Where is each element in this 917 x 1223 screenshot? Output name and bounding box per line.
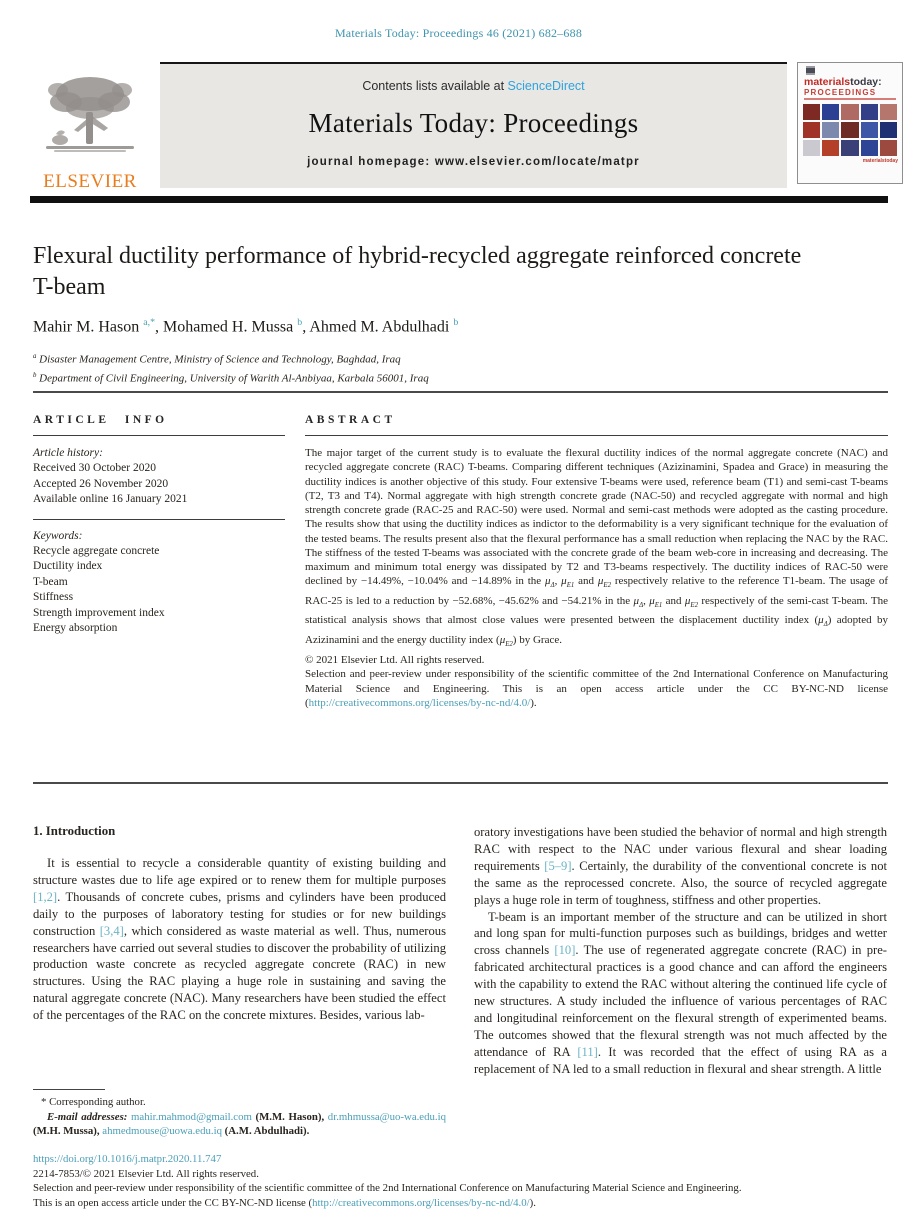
text-segment: ) adopted by Azizinamini and the energy ductility index ( <box>305 614 889 646</box>
text-segment: , Mohamed H. Mussa <box>155 318 298 336</box>
text-segment: Δ <box>639 601 644 609</box>
text-segment: μ <box>649 594 655 607</box>
cover-tile <box>880 122 897 138</box>
text-segment: . Thousands of concrete cubes, prisms and cylinders have been produced daily to the purposes of laboratory testing for studies or for new buildings construction <box>33 889 446 938</box>
text-segment: , <box>554 575 562 588</box>
article-title: Flexural ductility performance of hybrid-recycled aggregate reinforced concrete T-beam <box>33 243 802 300</box>
abstract-section <box>305 414 888 710</box>
cover-tile <box>803 122 820 138</box>
article-info-rule <box>33 435 285 436</box>
text-segment: ) by Grace. <box>512 633 562 646</box>
footer-selection-line: Selection and peer-review under responsibility of the scientific committee of the 2nd International Conference on Manufacturing Material Science and Engineering. <box>33 1182 742 1195</box>
affiliations <box>33 349 853 386</box>
cover-tile <box>880 140 897 156</box>
citation-3-4[interactable]: [3,4] <box>99 923 124 938</box>
text-segment: Contents lists available at <box>362 79 508 93</box>
journal-citation: Materials Today: Proceedings 46 (2021) 682–688 <box>334 26 583 40</box>
text-segment: E-mail addresses: <box>47 1111 131 1123</box>
journal-title: Materials Today: Proceedings <box>308 108 639 138</box>
keyword-item: Stiffness <box>33 591 74 604</box>
intro-paragraph-right-1 <box>474 824 887 909</box>
article-info-heading: ARTICLE INFO <box>33 414 168 426</box>
text-segment: ). <box>530 696 537 709</box>
cover-footer-text: materialstoday <box>862 158 898 164</box>
section-heading-introduction: 1. Introduction <box>33 824 116 838</box>
history-item: Received 30 October 2020 <box>33 462 156 475</box>
contents-line <box>160 79 787 93</box>
cover-tile <box>803 104 820 120</box>
journal-masthead <box>160 62 787 188</box>
cover-tile <box>841 122 858 138</box>
journal-homepage-line <box>160 156 787 168</box>
corresponding-author-note: * Corresponding author. <box>41 1096 146 1108</box>
cover-tile <box>841 104 858 120</box>
cover-tile <box>861 122 878 138</box>
history-item: Available online 16 January 2021 <box>33 493 188 506</box>
keyword-item: Recycle aggregate concrete <box>33 545 160 558</box>
cover-proceedings-label: PROCEEDINGS <box>804 88 877 97</box>
text-segment: respectively relative to the reference T1-beam. The usage of RAC-25 is led to a reduction by −52.68%, −45.62% and −54.21% in the <box>305 575 889 607</box>
citation-10[interactable]: [10] <box>554 943 576 958</box>
affiliation-a <box>33 349 853 368</box>
text-segment: , which considered as waste material as well. Thus, numerous researchers have carried out several studies to discover the probability of utilizing production waste concrete as recycled aggregate concrete (RAC) in new structures. Using the RAC playing a huge role in sustaining and saving the natural aggregate concrete (NAC). Many researchers have been studied the effect of the percentages of the RAC on the concrete mixtures. Besides, various lab- <box>33 923 446 1023</box>
body-column-left <box>33 824 446 1024</box>
abstract-copyright: © 2021 Elsevier Ltd. All rights reserved. <box>305 654 485 666</box>
text-segment: Δ <box>823 621 828 629</box>
text-segment: and <box>574 575 598 588</box>
text-segment: μ <box>684 594 691 607</box>
text-segment: The major target of the current study is to evaluate the flexural ductility indices of the normal aggregate concrete (NAC) and recycled aggregate concrete (RAC) T-beams. Comparing different techniques (Azizinamini, Spadea and Grace) in measuring the ductility indices is another objective of this study. Four extensive T-beams were used, reference beam (T1) and semi-cast T-beams (T2, T3 and T4). Normal aggregate with high strength concrete grade (NAC-50) and recycled aggregate with normal and high strength concrete grade (RAC-25 and RAC-50) were used. Normal and semi-cast methods were adopted as the casting procedure. The results show that using the ductility indices as indictor to the deformability is a very significant technique for the evaluation of the tested beams. The results present also that the flexural performance has a small reduction when replacing the NAC by the RAC. The stiffness of the tested T-beams was associated with the concrete grade of the beam web-core in increasing and decreasing. The maximum and minimum total energy was dissipated by T2 and T3-beams respectively. The ductility indices of RAC-50 were declined by −14.49%, −10.04% and −14.89% in the <box>305 447 888 588</box>
footer-cc-license-link[interactable]: http://creativecommons.org/licenses/by-nc-nd/4.0/ <box>312 1196 530 1209</box>
text-segment: E2 <box>603 582 611 590</box>
citation-5-9[interactable]: [5–9] <box>544 858 572 873</box>
keyword-item: Ductility index <box>33 560 103 573</box>
text-segment: (M.M. Hason), <box>251 1111 328 1123</box>
keyword-item: Strength improvement index <box>33 606 165 619</box>
text-segment: b <box>33 371 37 379</box>
authors-line <box>33 317 853 336</box>
cover-tile <box>861 104 878 120</box>
cover-brand-materials: materials <box>804 76 851 88</box>
text-segment: μ <box>499 633 506 646</box>
text-segment: E2 <box>505 640 513 648</box>
text-segment: a <box>33 353 37 360</box>
intro-paragraph-left <box>33 855 446 1024</box>
text-segment: journal homepage: <box>307 156 435 168</box>
elsevier-wordmark: ELSEVIER <box>43 171 137 192</box>
cover-tile <box>841 140 858 156</box>
cover-tile-grid <box>803 104 897 156</box>
sciencedirect-link[interactable]: ScienceDirect <box>507 79 585 93</box>
citation-11[interactable]: [11] <box>577 1044 598 1059</box>
author-superscript-hason: a,* <box>143 317 156 328</box>
email-hason[interactable]: mahir.mahmod@gmail.com <box>131 1111 252 1123</box>
cover-brand <box>804 77 898 87</box>
footer-license-line <box>33 1196 891 1211</box>
text-segment: E1 <box>654 601 663 609</box>
cover-divider <box>804 98 896 100</box>
cover-tile <box>803 140 820 156</box>
keywords-rule <box>33 519 285 520</box>
text-segment: . The use of regenerated aggregate concrete (RAC) in pre-fabricated architectural practices is a good chance and can afford the engineers with the capability to extend the RAC without altering the continued life cycle of new structures. A study included the influence of various percentages of RAC and longitudinal reinforcement on the flexural strength of experimented beams. The outcomes showed that the flexural strength was not much affected by the attendance of RA <box>474 943 887 1059</box>
elsevier-tree-icon <box>38 151 142 168</box>
intro-paragraph-right-2 <box>474 909 887 1078</box>
body-column-right <box>474 824 887 1078</box>
rule-below-abstract <box>33 782 888 784</box>
text-segment: μ <box>633 594 640 607</box>
journal-cover-thumbnail <box>797 62 903 184</box>
text-segment: Selection and peer-review under responsibility of the scientific committee of the 2nd International Conference on Manufacturing Material Science and Engineering. This is an open access article under the CC BY-NC-ND license ( <box>305 668 888 709</box>
citation-1-2[interactable]: [1,2] <box>33 889 58 904</box>
keyword-item: Energy absorption <box>33 622 118 635</box>
keywords-label: Keywords: <box>33 529 83 542</box>
cover-brand-today: today: <box>850 76 882 88</box>
article-info-section <box>33 414 285 636</box>
text-segment: (A.M. Abdulhadi). <box>221 1125 310 1137</box>
footnote-rule <box>33 1089 105 1090</box>
text-segment: Department of Civil Engineering, University of Warith Al-Anbiyaa, Karbala 56001, Iraq <box>36 372 429 385</box>
text-segment: T-beam is an important member of the structure and can be utilized in short and long span for multi-function purposes such as buildings, bridges and wetter cross channels <box>474 909 887 958</box>
journal-homepage-link[interactable]: www.elsevier.com/locate/matpr <box>434 156 640 168</box>
text-segment: Mahir M. Hason <box>33 318 144 336</box>
author-superscript-mussa: b <box>297 317 303 328</box>
footnote-block <box>33 1089 446 1138</box>
email-abdulhadi[interactable]: ahmedmouse@uowa.edu.iq <box>102 1125 222 1137</box>
cover-tile <box>822 104 839 120</box>
cover-tile <box>822 140 839 156</box>
history-item: Accepted 26 November 2020 <box>33 477 169 490</box>
text-segment: ). <box>529 1196 536 1209</box>
rule-above-info <box>33 391 888 393</box>
text-segment: Disaster Management Centre, Ministry of Science and Technology, Baghdad, Iraq <box>36 353 401 366</box>
abstract-text <box>305 446 888 652</box>
text-segment: respectively of the semi-cast T-beam. The statistical analysis shows that almost close values were presented between the displacement ductility index ( <box>305 594 889 627</box>
text-segment: , Ahmed M. Abdulhadi <box>302 318 454 336</box>
text-segment: μ <box>597 575 604 588</box>
email-addresses <box>33 1110 446 1138</box>
header-divider-bar <box>30 196 888 203</box>
text-segment: E2 <box>690 601 698 609</box>
text-segment: . It was recorded that the effect of using RA as a replacement of NA led to a small reduction in flexural and shear strength. A little <box>474 1044 887 1076</box>
text-segment: This is an open access article under the CC BY-NC-ND license ( <box>33 1196 313 1209</box>
text-segment: It is essential to recycle a considerable quantity of existing building and structure wastes due to life age expired or to renew them for multiple purposes <box>33 856 446 887</box>
affiliation-b <box>33 368 853 387</box>
text-segment: (M.H. Mussa), <box>33 1125 103 1137</box>
abstract-heading: ABSTRACT <box>305 414 396 426</box>
cover-tile <box>861 140 878 156</box>
abstract-selection-note <box>305 667 888 710</box>
doi-link[interactable]: https://doi.org/10.1016/j.matpr.2020.11.747 <box>33 1153 222 1165</box>
email-mussa[interactable]: dr.mhmussa@uo-wa.edu.iq <box>327 1111 446 1123</box>
text-segment: μ <box>818 614 824 627</box>
text-segment: μ <box>561 575 567 588</box>
keyword-item: T-beam <box>33 575 68 588</box>
cover-tile <box>880 104 897 120</box>
text-segment: μ <box>545 575 551 588</box>
page-footer <box>33 1152 891 1210</box>
issn-copyright-line: 2214-7853/© 2021 Elsevier Ltd. All rights reserved. <box>33 1167 259 1180</box>
text-segment: , <box>643 594 650 607</box>
abstract-rule <box>305 435 888 436</box>
article-history-label: Article history: <box>33 447 103 459</box>
text-segment: E1 <box>566 582 575 590</box>
text-segment: oratory investigations have been studied the behavior of normal and high strength RAC with respect to the NAC under various flexural and shear loading requirements <box>474 825 887 873</box>
text-segment: Δ <box>550 582 555 590</box>
author-superscript-abdulhadi: b <box>453 317 459 328</box>
cover-tile <box>822 122 839 138</box>
cc-license-link[interactable]: http://creativecommons.org/licenses/by-nc-nd/4.0/ <box>308 696 531 709</box>
text-segment: and <box>662 594 685 607</box>
elsevier-logo <box>28 68 152 193</box>
text-segment: . Certainly, the durability of the conventional concrete is not the same as the reprocessed concrete. Also, the source of recycled aggregate plays a huge role in term of toughness, stiffness and other properties. <box>474 858 887 907</box>
cover-logo-icon <box>806 66 815 75</box>
